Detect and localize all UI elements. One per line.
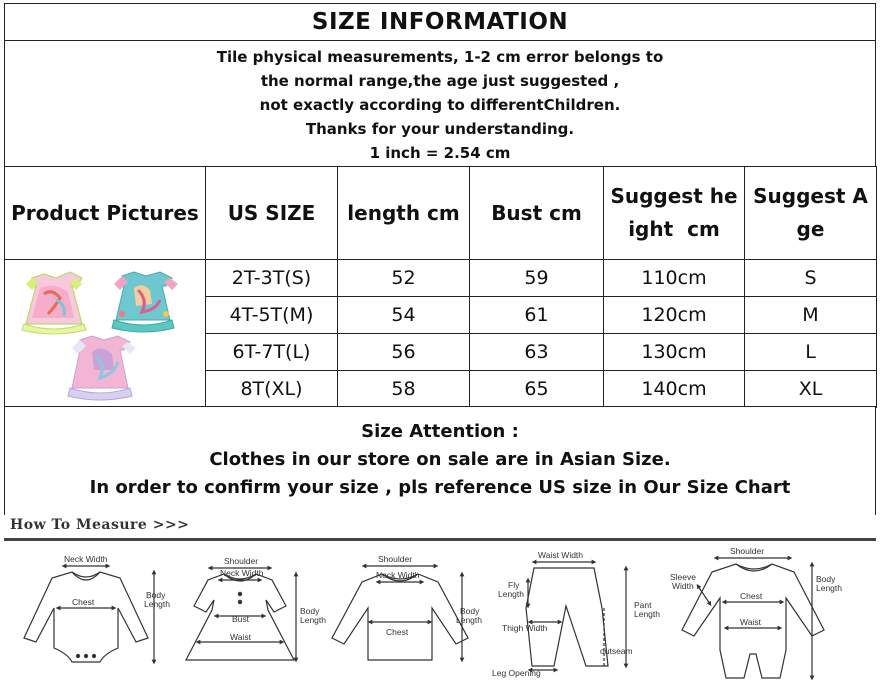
cell-bust: 65 [470, 371, 604, 408]
label-shoulder-5: Shoulder [730, 546, 765, 556]
product-pictures-cell [5, 260, 206, 408]
cell-us-size: 6T-7T(L) [206, 334, 338, 371]
cell-length: 58 [338, 371, 470, 408]
header-suggest-age-line2: ge [796, 217, 825, 241]
cell-age: XL [745, 371, 877, 408]
how-to-measure-divider [4, 538, 876, 541]
label-shoulder-3: Shoulder [378, 554, 413, 564]
header-suggest-height-line2: ight cm [628, 217, 720, 241]
label-chest-5: Chest [740, 591, 763, 601]
page-title: SIZE INFORMATION [4, 3, 876, 41]
label-waist-width: Waist Width [538, 550, 584, 560]
label-bust-2: Bust [232, 614, 250, 624]
label-body-length-1b: Length [144, 599, 170, 609]
product-dress-images [10, 264, 200, 404]
header-length: length cm [338, 167, 470, 260]
cell-us-size: 2T-3T(S) [206, 260, 338, 297]
label-neck-width-3: Neck Width [376, 570, 420, 580]
cell-height: 130cm [604, 334, 745, 371]
cell-age: S [745, 260, 877, 297]
cell-us-size: 8T(XL) [206, 371, 338, 408]
how-to-measure-section [4, 515, 876, 681]
note-line-2: the normal range,the age just suggested , [260, 72, 620, 90]
attention-line-2: In order to confirm your size , pls reference US size in Our Size Chart [89, 477, 791, 498]
label-pant: Pant [634, 600, 652, 610]
size-table [4, 166, 877, 408]
cell-length: 56 [338, 334, 470, 371]
cell-age: L [745, 334, 877, 371]
cell-us-size: 4T-5T(M) [206, 297, 338, 334]
label-sleeve-width: Width [672, 581, 694, 591]
label-body-length-2: Body [300, 606, 320, 616]
label-body-length-2b: Length [300, 615, 326, 625]
dress-image-2 [112, 272, 178, 332]
cell-length: 52 [338, 260, 470, 297]
label-fly-length: Length [498, 589, 524, 599]
header-suggest-height-line1: Suggest he [610, 184, 738, 208]
cell-length: 54 [338, 297, 470, 334]
table-header-row [5, 167, 877, 260]
attention-line-1: Clothes in our store on sale are in Asian Size. [209, 449, 671, 470]
label-body-length-1: Body [146, 590, 166, 600]
label-waist-5: Waist [740, 617, 761, 627]
size-attention [4, 406, 876, 516]
sweater-diagram [332, 566, 468, 660]
label-chest-3: Chest [386, 627, 409, 637]
label-thigh-width: Thigh Width [502, 623, 548, 633]
label-pant-length: Length [634, 609, 660, 619]
label-waist-2: Waist [230, 632, 251, 642]
label-body-length-3b: Length [456, 615, 482, 625]
dress-image-1 [22, 272, 86, 334]
label-neck-width: Neck Width [64, 554, 108, 564]
header-product-pictures: Product Pictures [5, 167, 206, 260]
cell-bust: 59 [470, 260, 604, 297]
label-outseam: outseam [600, 646, 633, 656]
label-leg-opening: Leg Opening [492, 668, 541, 678]
label-fly: Fly [508, 580, 520, 590]
header-bust: Bust cm [470, 167, 604, 260]
cell-height: 140cm [604, 371, 745, 408]
how-to-measure-heading: How To Measure >>> [10, 517, 190, 533]
header-suggest-age-line1: Suggest A [753, 184, 868, 208]
note-line-4: Thanks for your understanding. [305, 120, 575, 138]
label-shoulder-2: Shoulder [224, 556, 259, 566]
cell-bust: 61 [470, 297, 604, 334]
label-neck-width-2: Neck Width [220, 568, 264, 578]
label-sleeve: Sleeve [670, 572, 696, 582]
label-body-length-5b: Length [816, 583, 842, 593]
header-suggest-height [604, 167, 745, 260]
label-chest-1: Chest [72, 597, 95, 607]
measurement-diagrams [4, 542, 876, 680]
label-body-length-5: Body [816, 574, 836, 584]
cell-height: 110cm [604, 260, 745, 297]
cell-height: 120cm [604, 297, 745, 334]
cell-age: M [745, 297, 877, 334]
note-line-5: 1 inch = 2.54 cm [369, 144, 511, 162]
dress-image-3 [68, 336, 136, 400]
label-body-length-3: Body [460, 606, 480, 616]
measurement-notes [4, 40, 876, 167]
header-suggest-age [745, 167, 877, 260]
note-line-1: Tile physical measurements, 1-2 cm error belongs to [216, 48, 664, 66]
cell-bust: 63 [470, 334, 604, 371]
header-us-size: US SIZE [206, 167, 338, 260]
attention-heading: Size Attention : [361, 421, 519, 442]
bodysuit-diagram [24, 566, 154, 662]
note-line-3: not exactly according to differentChildren. [259, 96, 621, 114]
table-row [5, 260, 877, 297]
